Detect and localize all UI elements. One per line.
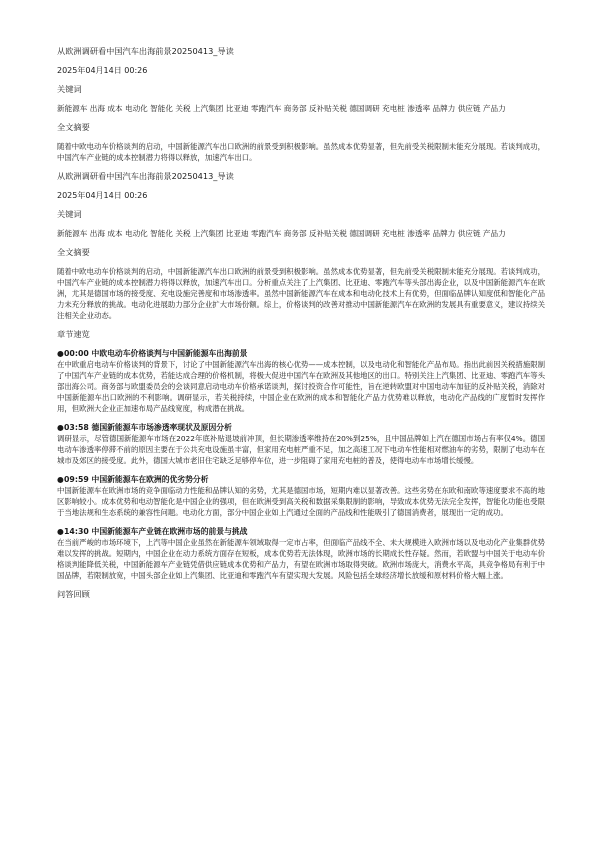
chapter-body: 在当前严峻的市场环境下，上汽等中国企业虽然在新能源车领域取得一定市占率，但面临产品线不全、未大规模进入欧洲市场以及电动化产业集群优势难以发挥的挑战。短期内，中国企业在动力系统方面存在短板，成本优势若无法体现，欧洲市场的长期成长性存疑。然而，若欧盟与中国关于电动车价格谈判能降低关税，中国新能源车产业链凭借供应链成本优势和产品力，有望在欧洲市场取得突破。欧洲市场庞大，消费水平高，具竞争格局有利于中国品牌，若限制放宽，中国头部企业如上汽集团、比亚迪和零跑汽车有望实现大发展。风险包括全球经济增长放缓和原材料价格大幅上涨。: [57, 538, 545, 580]
chapters-heading: 章节速览: [57, 329, 90, 339]
chapter-title-text: 14:30 中国新能源车产业链在欧洲市场的前景与挑战: [64, 527, 248, 536]
chapter-body: 在中欧重启电动车价格谈判的背景下，讨论了中国新能源汽车出海的核心优势——成本控制，以及电动化和智能化产品布局。指出此前因关税措施限制了中国汽车产业链的成本优势，若能达成合理的价格机制，将极大促进中国汽车在欧洲及其他地区的出口。特别关注上汽集团、比亚迪、零跑汽车等头部出海公司。商务部与欧盟委员会的会谈同意启动电动车价格承诺谈判，探讨投资合作可能性，旨在逆转欧盟对中国电动车加征的反补贴关税，消除对中国新能源车出口欧洲的不利影响。调研显示，若关税持续，中国企业在欧洲的成本和智能化产品力优势难以释放，电动化产品线的广度暂时发挥作用，但欧洲大企业正加速布局产品线宽度，构成潜在挑战。: [57, 360, 545, 413]
keywords-heading: 关键词: [57, 84, 82, 94]
chapter-title[interactable]: [57, 474, 545, 485]
document-title: 从欧洲调研看中国汽车出海前景20250413_导读: [57, 46, 234, 56]
bullet-icon: ●: [57, 423, 64, 432]
bullet-icon: ●: [57, 349, 64, 358]
document-page: [57, 46, 545, 608]
chapter-title[interactable]: [57, 422, 545, 433]
chapter-item: [57, 422, 545, 466]
chapter-title[interactable]: [57, 526, 545, 537]
keywords-heading-repeat: 关键词: [57, 209, 82, 219]
bullet-icon: ●: [57, 527, 64, 536]
chapter-item: [57, 474, 545, 518]
qa-heading: 问答回顾: [57, 589, 90, 599]
chapter-item: [57, 348, 545, 414]
chapter-body: 调研显示，尽管德国新能源车市场在2022年底补贴退坡前冲顶，但长期渗透率维持在20%到25%，且中国品牌如上汽在德国市场占有率仅4%。德国电动车渗透率停滞不前的原因主要在于公共充电设施虽丰富，但家用充电桩严重不足，加之高速工况下电动车性能相对燃油车的劣势，限制了电动车在城市及郊区的接受度。此外，德国大城市老旧住宅缺乏足够停车位，进一步阻碍了家用充电桩的普及，使得电动车市场增长缓慢。: [57, 434, 545, 465]
chapter-title-text: 09:59 中国新能源车在欧洲的优劣势分析: [64, 475, 209, 484]
document-date-repeat: 2025年04月14日 00:26: [57, 191, 148, 200]
summary-heading-repeat: 全文摘要: [57, 247, 90, 257]
chapter-title-text: 00:00 中欧电动车价格谈判与中国新能源车出海前景: [64, 349, 248, 358]
summary-text-repeat: 随着中欧电动车价格谈判的启动，中国新能源汽车出口欧洲的前景受到积极影响。虽然成本优势显著，但先前受关税限制未能充分展现。若谈判成功，中国汽车产业链的成本控制潜力将得以释放，加速汽车出口。分析重点关注了上汽集团、比亚迪、零跑汽车等头部出海企业，以及中国新能源汽车在欧洲，尤其是德国市场的接受度、充电设施完善度和市场渗透率。虽然中国新能源汽车在成本和电动化技术上有优势，但面临品牌认知度低和智能化产品力未充分释放的挑战。电动化进展助力部分企业扩大市场份额。综上，价格谈判的改善对推动中国新能源汽车在欧洲的发展具有重要意义，建议持续关注相关企业动态。: [57, 267, 545, 320]
bullet-icon: ●: [57, 475, 64, 484]
document-date: 2025年04月14日 00:26: [57, 66, 148, 75]
chapter-title-text: 03:58 德国新能源车市场渗透率现状及原因分析: [64, 423, 232, 432]
summary-heading: 全文摘要: [57, 122, 90, 132]
keywords-list: 新能源车 出海 成本 电动化 智能化 关税 上汽集团 比亚迪 零跑汽车 商务部 反补贴关税 德国调研 充电桩 渗透率 品牌力 供应链 产品力: [57, 104, 506, 113]
document-title-repeat: 从欧洲调研看中国汽车出海前景20250413_导读: [57, 171, 234, 181]
chapter-item: [57, 526, 545, 581]
chapter-title[interactable]: [57, 348, 545, 359]
keywords-list-repeat: 新能源车 出海 成本 电动化 智能化 关税 上汽集团 比亚迪 零跑汽车 商务部 反补贴关税 德国调研 充电桩 渗透率 品牌力 供应链 产品力: [57, 229, 506, 238]
summary-text: 随着中欧电动车价格谈判的启动，中国新能源汽车出口欧洲的前景受到积极影响。虽然成本优势显著，但先前受关税限制未能充分展现。若谈判成功，中国汽车产业链的成本控制潜力将得以释放，加速汽车出口。: [57, 142, 545, 162]
chapter-body: 中国新能源车在欧洲市场的竞争面临动力性能和品牌认知的劣势，尤其是德国市场，短期内难以显著改善。这些劣势在东欧和南欧等速度要求不高的地区影响较小。成本优势和电动智能化是中国企业的强项，但在欧洲受到高关税和数据采集限制的影响，导致成本优势无法完全发挥，智能化功能也受限于当地法规和生态系统的兼容性问题。电动化方面，部分中国企业如上汽通过全面的产品线和性能吸引了德国消费者，展现出一定的成功。: [57, 486, 545, 517]
